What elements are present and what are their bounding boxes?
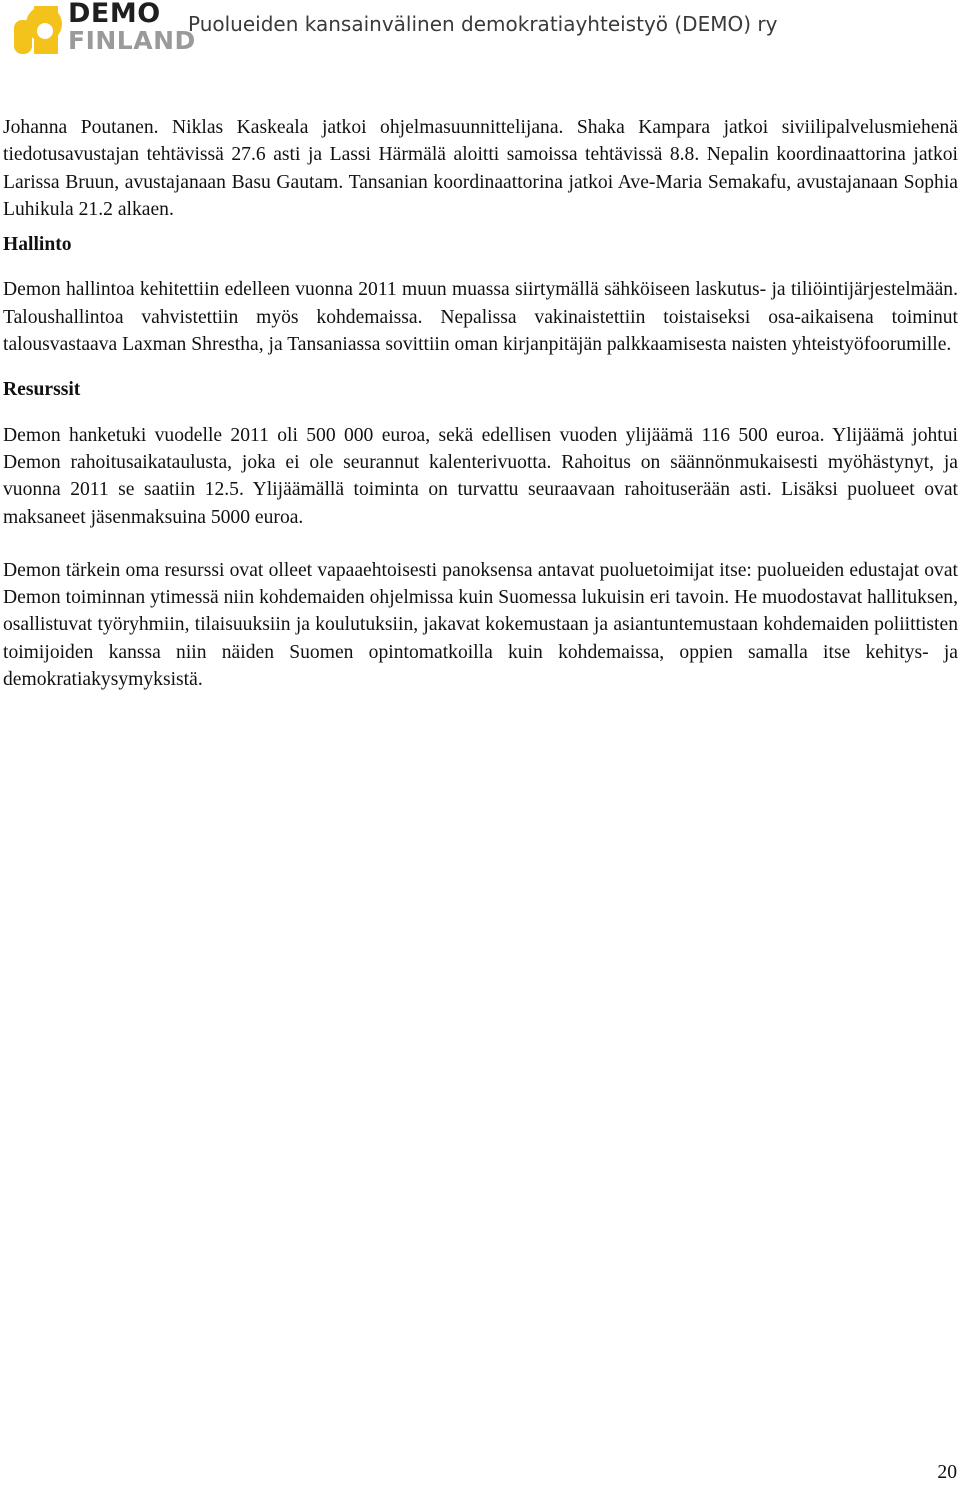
logo-mark-icon	[12, 2, 64, 56]
resurssit-paragraph-2: Demon tärkein oma resurssi ovat olleet vapaaehtoisesti panoksensa antavat puoluetoimijat itse: puolueiden edustajat ovat Demon toiminnan ytimessä niin kohdemaiden ohjelmissa kuin Suomessa lukuisin eri tavoin. He muodostavat hallituksen, osallistuvat työryhmiin, tilaisuuksiin ja koulutuksiin, jakavat kokemustaan ja asiantuntemustaan kohdemaiden poliittisten toimijoiden kanssa niin näiden Suomen opintomatkoilla kuin kohdemaissa, oppien samalla itse kehitys- ja demokratiakysymyksistä.	[3, 559, 958, 691]
header-title: Puolueiden kansainvälinen demokratiayhteistyö (DEMO) ry	[188, 12, 778, 36]
page-number: 20	[937, 1462, 957, 1483]
demo-finland-logo	[12, 0, 196, 56]
page-header	[8, 0, 952, 58]
hallinto-paragraph: Demon hallintoa kehitettiin edelleen vuonna 2011 muun muassa siirtymällä sähköiseen laskutus- ja tiliöintijärjestelmään. Taloushallintoa vahvistettiin myös kohdemaissa. Nepalissa vakinaistettiin toistaiseksi osa-aikaisena toiminut talousvastaava Laxman Shrestha, ja Tansaniassa sovittiin oman kirjanpitäjän palkkaamisesta naisten yhteistyöfoorumille.	[3, 279, 958, 356]
intro-paragraph: Johanna Poutanen. Niklas Kaskeala jatkoi ohjelmasuunnittelijana. Shaka Kampara jatkoi siviilipalvelusmiehenä tiedotusavustajan tehtävissä 27.6 asti ja Lassi Härmälä aloitti samoissa tehtävissä 8.8. Nepalin koordinaattorina jatkoi Larissa Bruun, avustajanaan Basu Gautam. Tansanian koordinaattorina jatkoi Ave-Maria Semakafu, avustajanaan Sophia Luhikula 21.2 alkaen.	[3, 117, 958, 220]
logo-text-finland: FINLAND	[68, 26, 196, 55]
logo-text-demo: DEMO	[68, 0, 161, 29]
section-heading-resurssit: Resurssit	[3, 379, 81, 401]
resurssit-paragraph-1: Demon hanketuki vuodelle 2011 oli 500 000 euroa, sekä edellisen vuoden ylijäämä 116 500 euroa. Ylijäämä johtui Demon rahoitusaikataulusta, joka ei ole seurannut kalenterivuotta. Rahoitus on säännönmukaisesti myöhästynyt, ja vuonna 2011 se saatiin 12.5. Ylijäämällä toiminta on turvattu seuraavaan rahoituserään asti. Lisäksi puolueet ovat maksaneet jäsenmaksuina 5000 euroa.	[3, 424, 958, 528]
document-body	[3, 114, 958, 693]
section-heading-hallinto: Hallinto	[3, 234, 72, 256]
